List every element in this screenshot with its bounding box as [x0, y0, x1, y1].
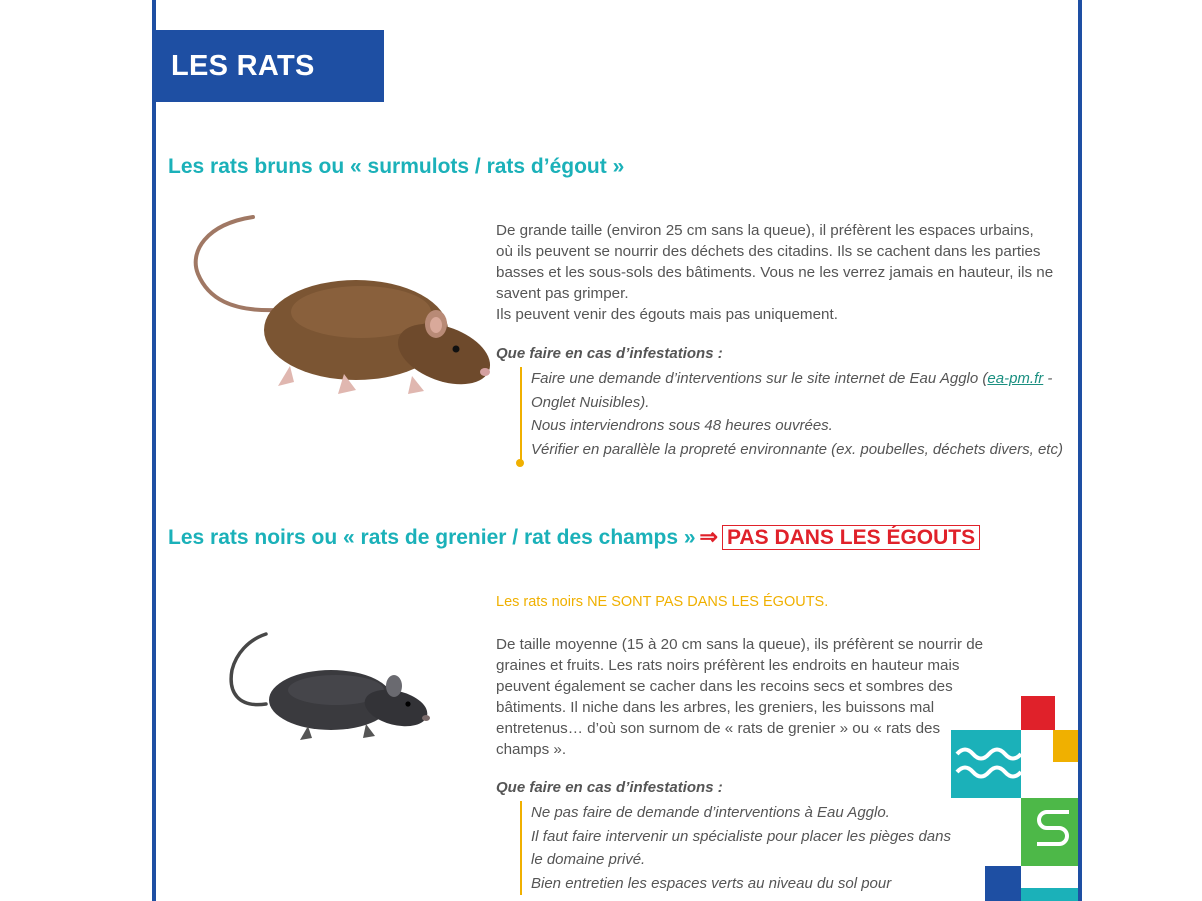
- black-rats-note: Les rats noirs NE SONT PAS DANS LES ÉGOUTS.: [496, 594, 829, 610]
- list-item: Faire une demande d’interventions sur le site internet de Eau Agglo (ea-pm.fr - Onglet Nuisibles).: [531, 370, 1053, 411]
- arrow-icon: ⇒: [699, 524, 718, 549]
- list-item: Il faut faire intervenir un spécialiste pour placer les pièges dans le domaine privé.: [531, 827, 951, 868]
- list-item: Bien entretien les espaces verts au niveau du sol pour: [531, 874, 892, 892]
- black-rats-actions-list: [520, 801, 951, 895]
- section-heading-black-rats: Les rats noirs ou « rats de grenier / rat des champs » ⇒ PAS DANS LES ÉGOUTS: [168, 524, 980, 550]
- document-page: [152, 0, 1082, 901]
- black-rat-image: [226, 630, 441, 745]
- black-rats-description: De taille moyenne (15 à 20 cm sans la queue), ils préfèrent se nourrir de graines et fruits. Les rats noirs préfèrent les endroits en hauteur mais peuvent également se cacher dans les recoins secs et sombres des bâtiments. Il niche dans les arbres, les greniers, les buissons mal entretenus… d’où son surnom de « rats de grenier » ou « rats des champs ».: [496, 636, 984, 758]
- ea-pm-link[interactable]: ea-pm.fr: [987, 370, 1044, 387]
- not-in-sewers-badge: PAS DANS LES ÉGOUTS: [722, 525, 980, 550]
- what-to-do-heading-black: Que faire en cas d’infestations :: [496, 779, 723, 796]
- section-heading-brown-rats: Les rats bruns ou « surmulots / rats d’égout »: [168, 155, 625, 178]
- list-item: Nous interviendrons sous 48 heures ouvrées.: [531, 417, 833, 434]
- what-to-do-heading-brown: Que faire en cas d’infestations :: [496, 345, 723, 362]
- page-title-banner: LES RATS: [156, 30, 384, 102]
- eau-agglo-logo-icon: [951, 696, 1081, 901]
- list-item: Ne pas faire de demande d’interventions à Eau Agglo.: [531, 804, 890, 821]
- brown-rat-image: [186, 212, 496, 402]
- list-end-dot: [516, 459, 524, 467]
- brown-rats-description: De grande taille (environ 25 cm sans la queue), il préfèrent les espaces urbains, où ils peuvent se nourrir des déchets des citadins. Ils se cachent dans les parties basses et les sous-sols des bâtiments. Vous ne les verrez jamais en hauteur, ils ne savent pas grimper. Ils peuvent venir des égouts mais pas uniquement.: [496, 222, 1054, 323]
- brown-rats-actions-list: [520, 367, 1079, 461]
- list-item: Vérifier en parallèle la propreté environnante (ex. poubelles, déchets divers, etc): [531, 440, 1063, 458]
